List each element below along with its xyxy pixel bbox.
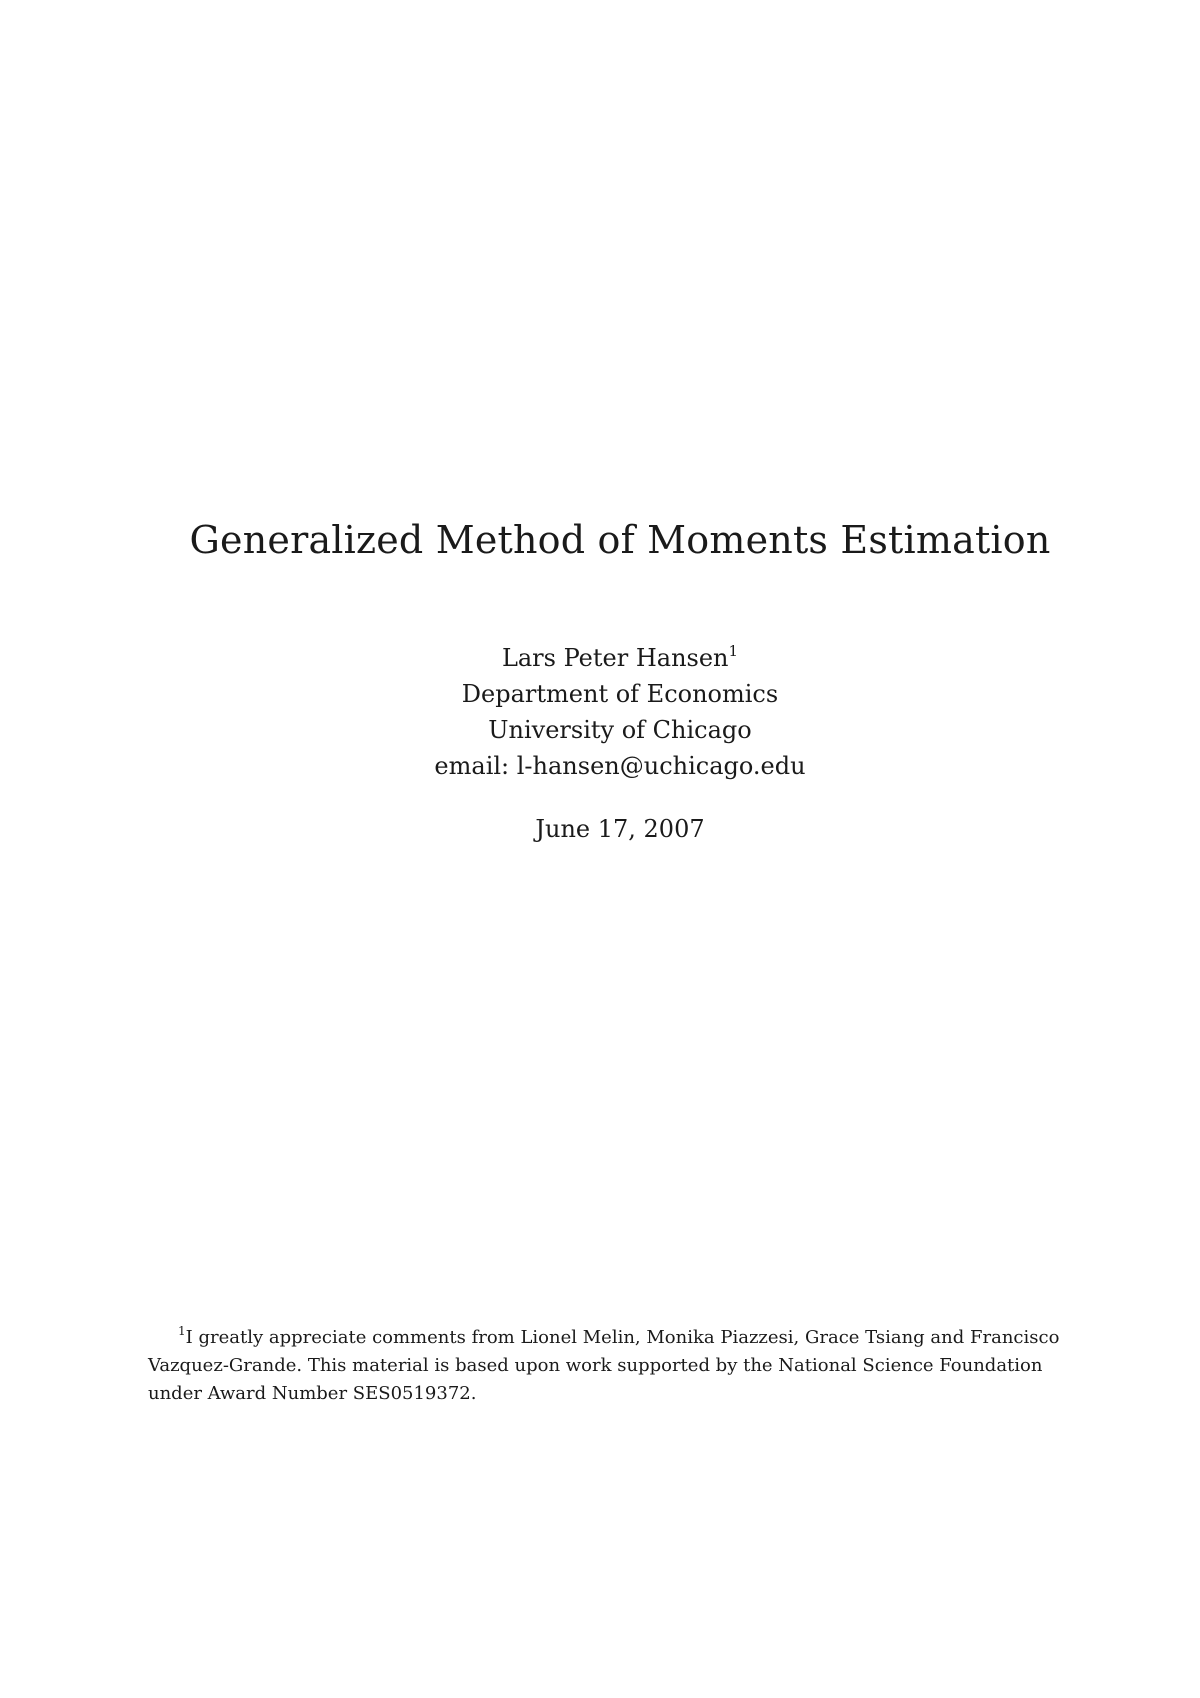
- author-footnote-mark: 1: [728, 642, 739, 660]
- author-name-line: [0, 640, 1200, 676]
- author-department: Department of Economics: [461, 680, 779, 708]
- author-block: [0, 640, 1200, 784]
- footnote-line-3: under Award Number SES0519372.: [148, 1383, 477, 1404]
- footnote-line-2: Vazquez-Grande. This material is based upon work supported by the National Science Foundation: [148, 1355, 1043, 1376]
- paper-title: Generalized Method of Moments Estimation: [189, 518, 1051, 562]
- author-name: Lars Peter Hansen: [501, 644, 729, 672]
- author-email: email: l-hansen@uchicago.edu: [434, 752, 806, 780]
- author-university: University of Chicago: [488, 716, 752, 744]
- footnote: [148, 1324, 1108, 1408]
- paper-date: June 17, 2007: [535, 815, 705, 843]
- footnote-line-1: $^1$I greatly appreciate comments from Lionel Melin, Monika Piazzesi, Grace Tsiang and Francisco: [178, 1324, 1060, 1348]
- footnote-mark: 1: [178, 1324, 186, 1338]
